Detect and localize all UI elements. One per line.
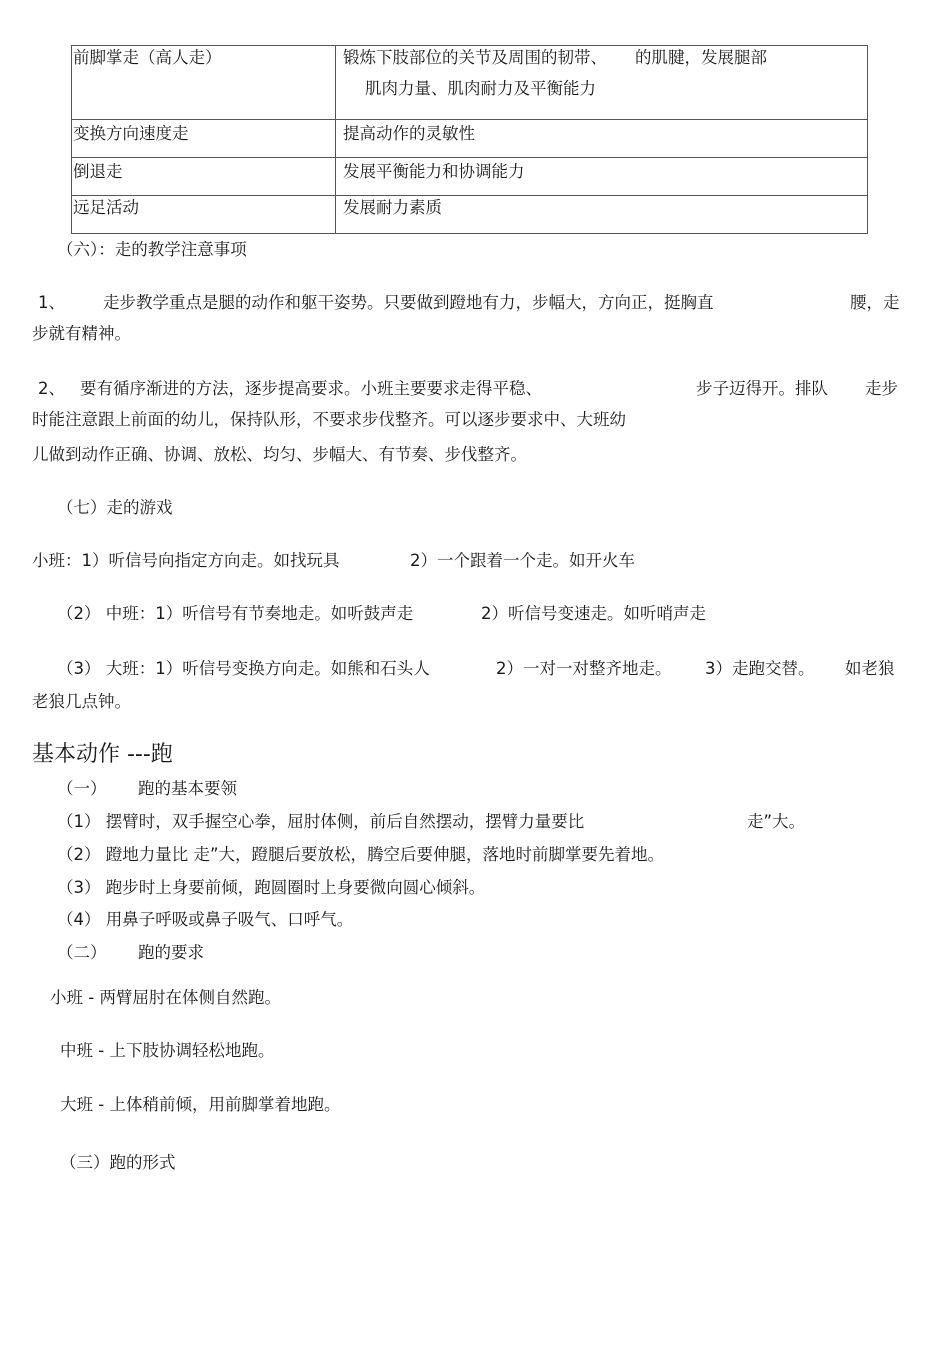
table-cell-action: 变换方向速度走: [72, 120, 336, 158]
essential-item: （3） 跑步时上身要前倾，跑圆圈时上身要微向圆心倾斜。: [57, 878, 486, 897]
note-text: 步子迈得开。排队: [696, 379, 828, 398]
table-cell-action: 倒退走: [72, 158, 336, 196]
game-text: 2）听信号变速走。如听哨声走: [481, 604, 706, 623]
game-text: 老狼几点钟。: [32, 692, 131, 711]
table-cell-effect: 发展平衡能力和协调能力: [336, 158, 868, 196]
essential-item: （2） 蹬地力量比 走”大，蹬腿后要放松，腾空后要伸腿，落地时前脚掌要先着地。: [57, 845, 665, 864]
note-text: 时能注意跟上前面的幼儿，保持队形，不要求步伐整齐。可以逐步要求中、大班幼: [32, 410, 626, 429]
game-text: （2） 中班：1）听信号有节奏地走。如听鼓声走: [57, 604, 414, 623]
subheading-number: （二）: [57, 943, 107, 962]
subheading: 跑的基本要领: [138, 779, 237, 798]
walk-games-heading: （七）走的游戏: [57, 498, 173, 517]
walk-notes-heading: （六）：走的教学注意事项: [57, 240, 247, 259]
essential-item: （4） 用鼻子呼吸或鼻子吸气、口呼气。: [57, 910, 354, 929]
game-text: 3）走跑交替。: [705, 659, 815, 678]
note-text: 腰，走: [850, 293, 900, 312]
section-title: 基本动作 ---跑: [32, 742, 173, 767]
note-text: 步就有精神。: [32, 324, 131, 343]
essential-item: （1） 摆臂时，双手握空心拳，屈肘体侧，前后自然摆动，摆臂力量要比: [57, 812, 585, 831]
table-cell-action: 远足活动: [72, 196, 336, 234]
effect-text: 锻炼下肢部位的关节及周围的韧带、: [343, 48, 607, 67]
effect-text: 的肌腱，发展腿部: [635, 48, 767, 67]
requirement-item: 中班 - 上下肢协调轻松地跑。: [60, 1041, 275, 1060]
game-text: 2）一对一对整齐地走。: [496, 659, 672, 678]
note-text: 走步: [865, 379, 898, 398]
subheading-number: （一）: [57, 779, 107, 798]
note-text: 要有循序渐进的方法，逐步提高要求。小班主要要求走得平稳、: [80, 379, 542, 398]
table-row: [72, 196, 868, 234]
game-text: （3） 大班：1）听信号变换方向走。如熊和石头人: [57, 659, 430, 678]
essential-item: 走”大。: [747, 812, 806, 831]
walk-exercise-table: [71, 45, 868, 234]
note-number: 1、: [38, 293, 65, 312]
note-text: 儿做到动作正确、协调、放松、均匀、步幅大、有节奏、步伐整齐。: [32, 445, 527, 464]
table-cell-effect: 提高动作的灵敏性: [336, 120, 868, 158]
table-cell-action: 前脚掌走（高人走）: [72, 46, 336, 120]
game-text: 如老狼: [845, 659, 895, 678]
game-text: 小班：1）听信号向指定方向走。如找玩具: [32, 551, 340, 570]
note-text: 走步教学重点是腿的动作和躯干姿势。只要做到蹬地有力，步幅大，方向正，挺胸直: [103, 293, 714, 312]
effect-text: 肌肉力量、肌肉耐力及平衡能力: [365, 78, 596, 98]
requirement-item: 大班 - 上体稍前倾，用前脚掌着地跑。: [60, 1095, 341, 1114]
table-row: [72, 158, 868, 196]
table-row: [72, 46, 868, 120]
table-cell-effect: 发展耐力素质: [336, 196, 868, 234]
game-text: 2）一个跟着一个走。如开火车: [410, 551, 635, 570]
requirement-item: 小班 - 两臂屈肘在体侧自然跑。: [50, 988, 281, 1007]
note-number: 2、: [38, 379, 65, 398]
subheading: 跑的要求: [138, 943, 204, 962]
table-row: [72, 120, 868, 158]
table-cell-effect: [336, 46, 868, 120]
subheading: （三）跑的形式: [60, 1153, 176, 1172]
